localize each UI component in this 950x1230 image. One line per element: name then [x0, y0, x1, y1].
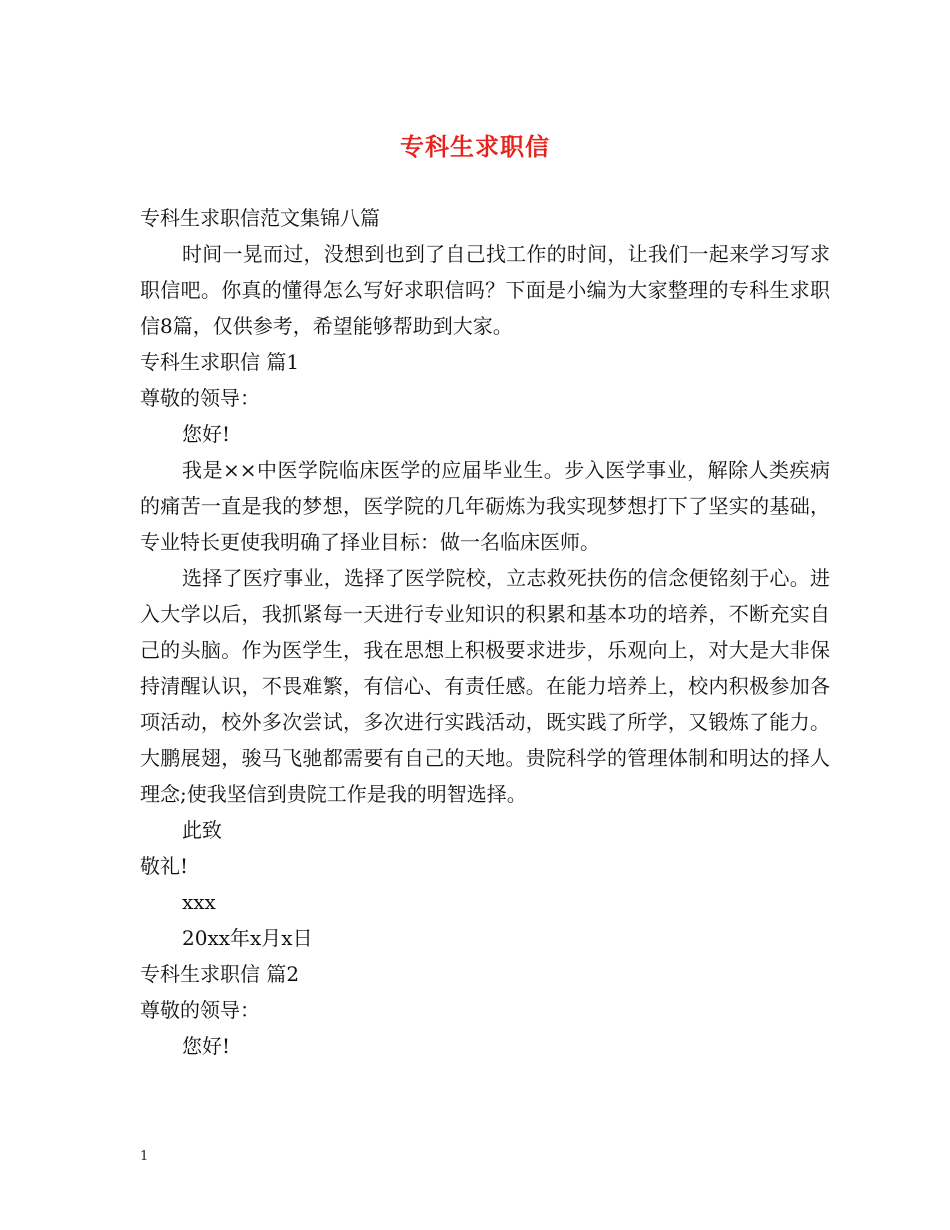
- letter2-heading: 专科生求职信 篇2: [140, 962, 300, 986]
- letter2-greeting: 您好!: [182, 1034, 231, 1058]
- letter1-greeting: 您好!: [182, 422, 231, 446]
- document-title: 专科生求职信: [400, 132, 550, 161]
- page-number: 1: [140, 1149, 149, 1164]
- document-body: [140, 200, 830, 1064]
- subtitle: 专科生求职信范文集锦八篇: [140, 206, 380, 230]
- letter2-salutation: 尊敬的领导：: [140, 998, 260, 1022]
- letter1-paragraph-2: 选择了医疗事业，选择了医学院校，立志救死扶伤的信念便铭刻于心。进入大学以后，我抓紧每一天进行专业知识的积累和基本功的培养，不断充实自己的头脑。作为医学生，我在思想上积极要求进步，乐观向上，对大是大非保持清醒认识，不畏难繁，有信心、有责任感。在能力培养上，校内积极参加各项活动，校外多次尝试，多次进行实践活动，既实践了所学，又锻炼了能力。大鹏展翅，骏马飞驰都需要有自己的天地。贵院科学的管理体制和明达的择人理念;使我坚信到贵院工作是我的明智选择。: [140, 566, 830, 806]
- letter1-paragraph-1: 我是××中医学院临床医学的应届毕业生。步入医学事业，解除人类疾病的痛苦一直是我的梦想，医学院的几年砺炼为我实现梦想打下了坚实的基础，专业特长更使我明确了择业目标：做一名临床医师。: [140, 458, 830, 554]
- letter1-salutation: 尊敬的领导：: [140, 386, 260, 410]
- letter1-heading: 专科生求职信 篇1: [140, 350, 300, 374]
- letter1-closing-2: 敬礼!: [140, 854, 189, 878]
- intro-paragraph: 时间一晃而过，没想到也到了自己找工作的时间，让我们一起来学习写求职信吧。你真的懂得怎么写好求职信吗？下面是小编为大家整理的专科生求职信8篇，仅供参考，希望能够帮助到大家。: [140, 242, 830, 338]
- letter1-date: 20xx年x月x日: [182, 926, 313, 950]
- letter1-closing-1: 此致: [182, 818, 222, 842]
- letter1-signature: xxx: [182, 890, 216, 914]
